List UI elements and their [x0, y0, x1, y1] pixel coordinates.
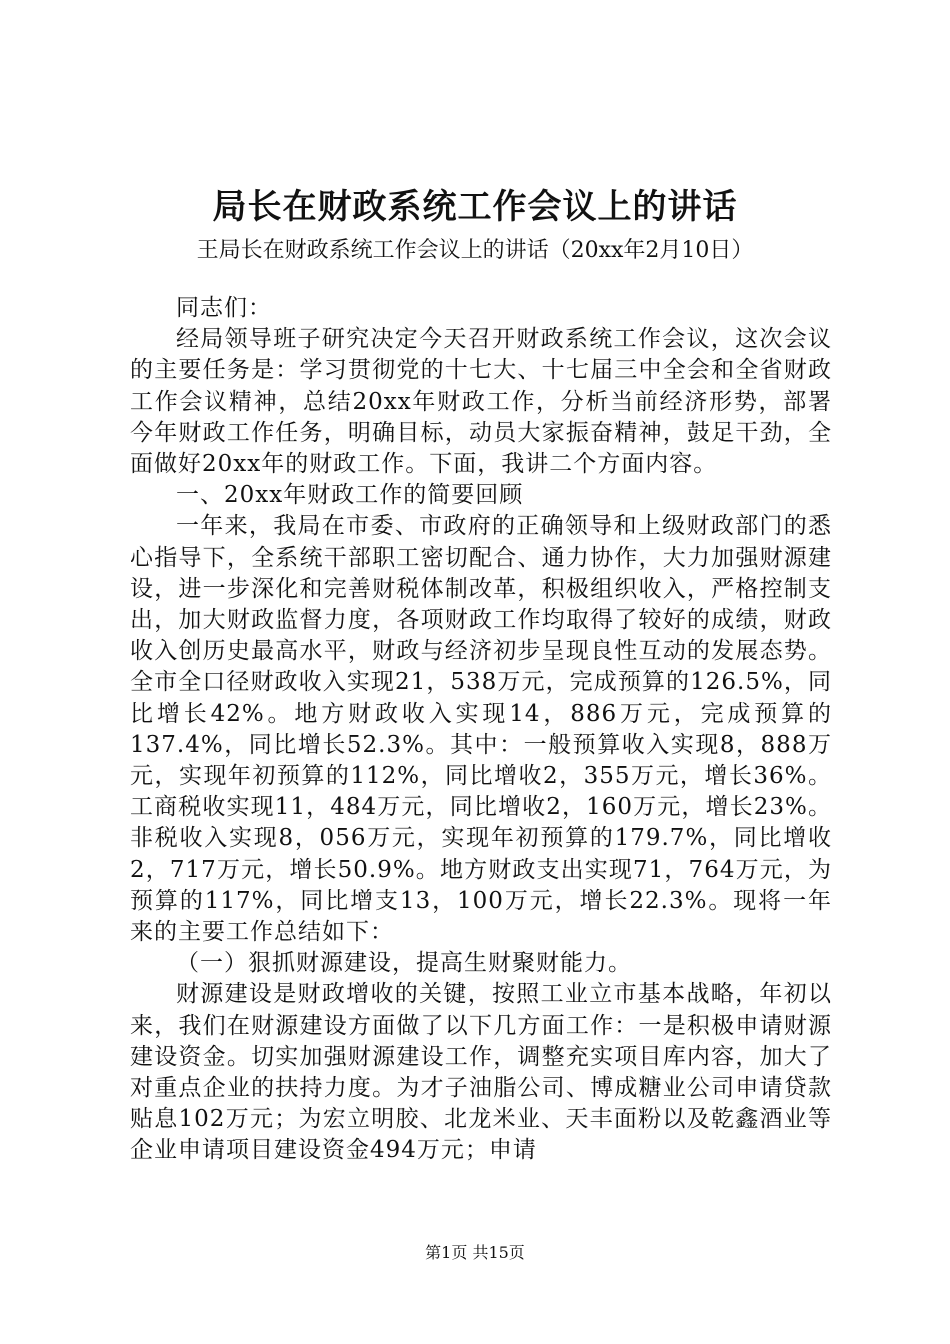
document-body [130, 293, 832, 1167]
review-paragraph: 一年来，我局在市委、市政府的正确领导和上级财政部门的悉心指导下，全系统干部职工密切配合、通力协作，大力加强财源建设，进一步深化和完善财税体制改革，积极组织收入，严格控制支出，加大财政监督力度，各项财政工作均取得了较好的成绩，财政收入创历史最高水平，财政与经济初步呈现良性互动的发展态势。全市全口径财政收入实现21，538万元，完成预算的126.5%，同比增长42%。地方财政收入实现14，886万元，完成预算的137.4%，同比增长52.3%。其中：一般预算收入实现8，888万元，实现年初预算的112%，同比增收2，355万元，增长36%。工商税收实现11，484万元，同比增收2，160万元，增长23%。非税收入实现8，056万元，实现年初预算的179.7%，同比增收2，717万元，增长50.9%。地方财政支出实现71，764万元，为预算的117%，同比增支13，100万元，增长22.3%。现将一年来的主要工作总结如下： [130, 513, 832, 946]
revenue-source-paragraph: 财源建设是财政增收的关键，按照工业立市基本战略，年初以来，我们在财源建设方面做了以下几方面工作：一是积极申请财源建设资金。切实加强财源建设工作，调整充实项目库内容，加大了对重点企业的扶持力度。为才子油脂公司、博成糖业公司申请贷款贴息102万元；为宏立明胶、北龙米业、天丰面粉以及乾鑫酒业等企业申请项目建设资金494万元；申请 [130, 981, 832, 1164]
section-heading: 一、20xx年财政工作的简要回顾 [176, 482, 524, 509]
salutation-paragraph: 同志们： [176, 295, 272, 321]
document-title: 局长在财政系统工作会议上的讲话 [212, 187, 738, 227]
subsection-heading: （一）狠抓财源建设，提高生财聚财能力。 [176, 950, 632, 977]
intro-paragraph: 经局领导班子研究决定今天召开财政系统工作会议，这次会议的主要任务是：学习贯彻党的十七大、十七届三中全会和全省财政工作会议精神，总结20xx年财政工作，分析当前经济形势，部署今年财政工作任务，明确目标，动员大家振奋精神，鼓足干劲，全面做好20xx年的财政工作。下面，我讲二个方面内容。 [130, 326, 832, 478]
page-footer: 第1页 共15页 [425, 1243, 525, 1262]
document-subtitle: 王局长在财政系统工作会议上的讲话（20xx年2月10日） [196, 238, 754, 263]
